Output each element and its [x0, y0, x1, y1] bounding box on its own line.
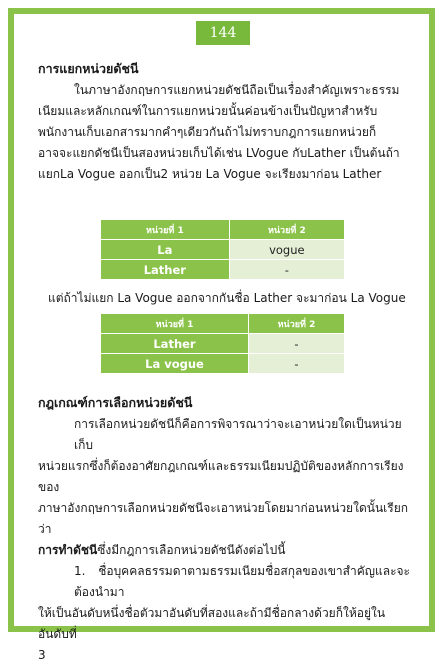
paragraph-line: หน่วยแรกซึ่งก็ต้องอาศัยกฎเกณฑ์และธรรมเนียมปฏิบัติของหลักการเรียงของ [38, 459, 404, 494]
paragraph-line: การเลือกหน่วยดัชนีก็คือการพิจารณาว่าจะเอาหน่วยใดเป็นหน่วยเก็บ [74, 417, 402, 452]
paragraph-line: แยกLa Vogue ออกเป็น2 หน่วย La Vogue จะเรียงมาก่อน Lather [38, 167, 382, 181]
table-cell: Lather [101, 260, 230, 280]
list-item: 1. ชื่อบุคคลธรรมดาตามธรรมเนียมชื่อสกุลของเขาสำคัญและจะต้องนำมา [74, 564, 410, 599]
page-number: 144 [196, 21, 250, 45]
table-row [101, 260, 345, 280]
table-row [101, 240, 345, 260]
table-cell: - [248, 354, 344, 374]
table-row [101, 334, 345, 354]
table-cell: La vogue [101, 354, 249, 374]
table-cell: Lather [101, 334, 249, 354]
table-header: หน่วยที่ 2 [248, 314, 344, 334]
paragraph-line: พนักงานเก็บเอกสารมากคำๆเดียวกันถ้าไม่ทราบกฎการแยกหน่วยก็ [38, 125, 377, 139]
table-cell: La [101, 240, 230, 260]
paragraph-line: เนียมและหลักเกณฑ์ในการแยกหน่วยนั้นค่อนข้างเป็นปัญหาสำหรับ [38, 104, 378, 118]
paragraph [38, 414, 410, 666]
section-heading: การแยกหน่วยดัชนี [38, 61, 139, 76]
paragraph-line: 3 [38, 648, 46, 662]
table-cell: - [248, 334, 344, 354]
section-heading: กฎเกณฑ์การเลือกหน่วยดัชนี [38, 395, 193, 410]
paragraph-line [38, 540, 410, 561]
page-content [38, 58, 410, 666]
table-header: หน่วยที่ 1 [101, 314, 249, 334]
index-unit-table-1 [100, 219, 345, 280]
index-unit-table-2 [100, 313, 345, 374]
table-header: หน่วยที่ 2 [229, 220, 344, 240]
table-cell: - [229, 260, 344, 280]
paragraph-line: อาจจะแยกดัชนีเป็นสองหน่วยเก็บได้เช่น LVogue กับLather เป็นต้นถ้า [38, 146, 400, 160]
paragraph-line: ภาษาอังกฤษการเลือกหน่วยดัชนีจะเอาหน่วยโดยมาก่อนหน่วยใดนั้นเรียกว่า [38, 501, 408, 536]
table-header: หน่วยที่ 1 [101, 220, 230, 240]
table-cell: vogue [229, 240, 344, 260]
paragraph-line: ในภาษาอังกฤษการแยกหน่วยดัชนีถือเป็นเรื่องสำคัญเพราะธรรม [74, 83, 400, 97]
table-row [101, 354, 345, 374]
bold-term: การทำดัชนี [38, 543, 98, 557]
line-text: ซึ่งมีกฎการเลือกหน่วยดัชนีดังต่อไปนี้ [97, 543, 286, 557]
paragraph-line: ให้เป็นอันดับหนึ่งชื่อตัวมาอันดับที่สองและถ้ามีชื่อกลางด้วยก็ให้อยู่ในอันดับที่ [38, 606, 386, 641]
paragraph [38, 80, 410, 185]
table-caption: แต่ถ้าไม่แยก La Vogue ออกจากกันชื่อ Lather จะมาก่อน La Vogue [48, 291, 406, 305]
